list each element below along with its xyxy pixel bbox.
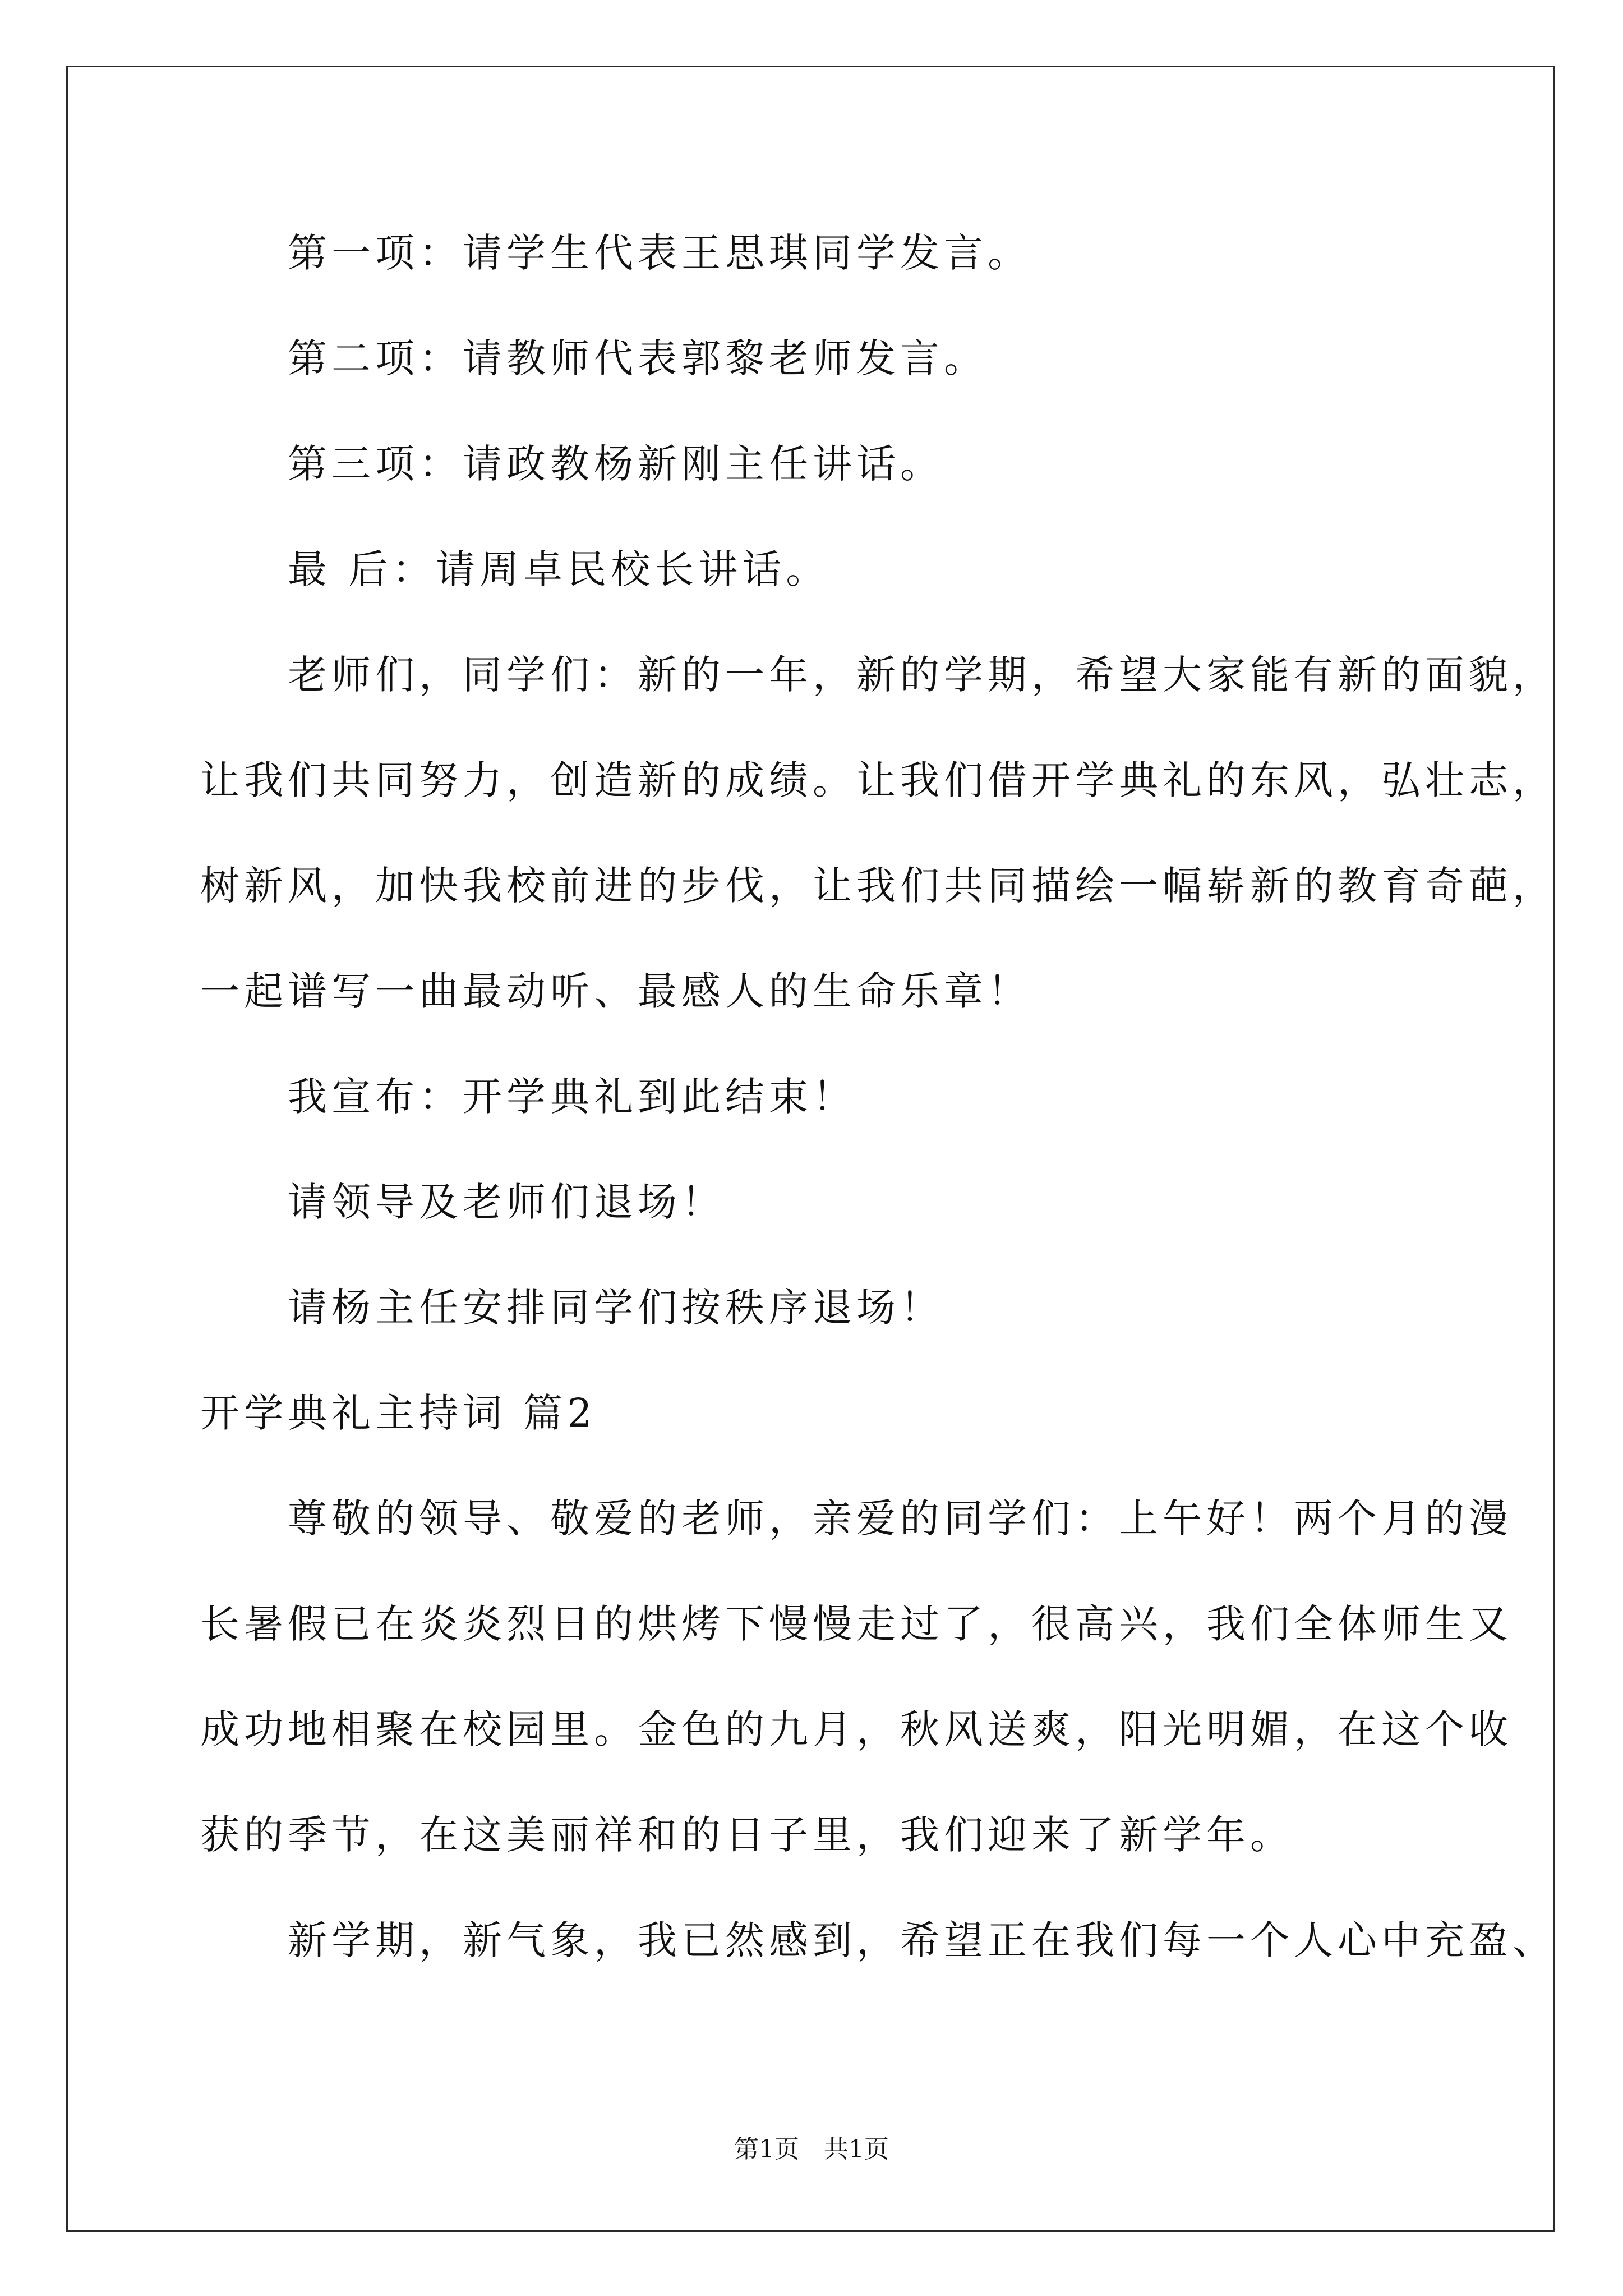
paragraph-line: 树新风，加快我校前进的步伐，让我们共同描绘一幅崭新的教育奇葩， bbox=[200, 863, 1556, 909]
paragraph-line: 老师们，同学们：新的一年，新的学期，希望大家能有新的面貌， bbox=[200, 652, 1556, 698]
paragraph-line: 第一项：请学生代表王思琪同学发言。 bbox=[200, 230, 1031, 276]
paragraph-line: 成功地相聚在校园里。金色的九月，秋风送爽，阳光明媚，在这个收 bbox=[200, 1706, 1513, 1752]
paragraph-line: 最 后：请周卓民校长讲话。 bbox=[200, 546, 830, 592]
paragraph-line: 一起谱写一曲最动听、最感人的生命乐章！ bbox=[200, 968, 1031, 1014]
paragraph-line: 第二项：请教师代表郭黎老师发言。 bbox=[200, 335, 988, 381]
section-heading: 开学典礼主持词 篇2 bbox=[200, 1390, 597, 1436]
paragraph-line: 让我们共同努力，创造新的成绩。让我们借开学典礼的东风，弘壮志， bbox=[200, 757, 1556, 803]
paragraph-line: 新学期，新气象，我已然感到，希望正在我们每一个人心中充盈、 bbox=[200, 1917, 1556, 1963]
paragraph-line: 长暑假已在炎炎烈日的烘烤下慢慢走过了，很高兴，我们全体师生又 bbox=[200, 1601, 1513, 1647]
paragraph-line: 获的季节，在这美丽祥和的日子里，我们迎来了新学年。 bbox=[200, 1812, 1294, 1858]
page-border bbox=[66, 66, 1555, 2232]
paragraph-line: 我宣布：开学典礼到此结束！ bbox=[200, 1074, 856, 1120]
paragraph-line: 请领导及老师们退场！ bbox=[200, 1179, 725, 1225]
paragraph-line: 尊敬的领导、敬爱的老师，亲爱的同学们：上午好！两个月的漫 bbox=[200, 1496, 1513, 1542]
page-number-footer: 第1页 共1页 bbox=[734, 2135, 889, 2164]
paragraph-line: 请杨主任安排同学们按秩序退场！ bbox=[200, 1285, 944, 1331]
paragraph-line: 第三项：请政教杨新刚主任讲话。 bbox=[200, 441, 944, 487]
